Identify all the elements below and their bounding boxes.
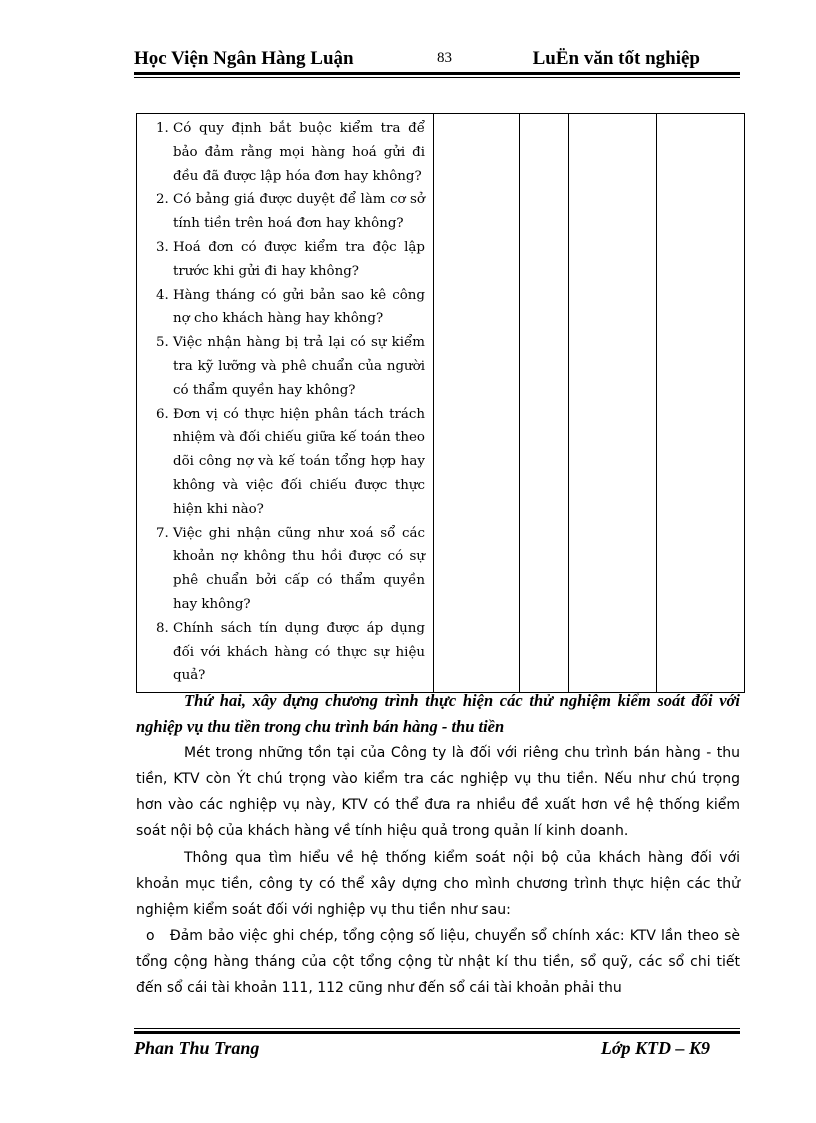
table-row bbox=[137, 114, 745, 693]
list-item: 6. Đơn vị có thực hiện phân tách trách nhiệm và đối chiếu giữa kế toán theo dõi công nợ và kế toán tổng hợp hay không và việc đối chiếu được thực hiện khi nào? bbox=[173, 403, 425, 522]
section-heading: Thứ hai, xây dựng chương trình thực hiện các thử nghiệm kiểm soát đối với nghiệp vụ thu tiền trong chu trình bán hàng - thu tiền bbox=[136, 691, 740, 736]
header-title: Học Viện Ngân Hàng Luận bbox=[134, 48, 354, 69]
list-item: 3. Hoá đơn có được kiểm tra độc lập trước khi gửi đi hay không? bbox=[173, 236, 425, 284]
footer-author: Phan Thu Trang bbox=[134, 1038, 260, 1058]
paragraph-1: Mét trong những tồn tại của Công ty là đối với riêng chu trình bán hàng - thu tiền, KTV còn Ýt chú trọng vào kiểm tra các nghiệp vụ thu tiền. Nếu như chú trọng hơn vào các nghiệp vụ này, KTV có thể đưa ra nhiều đề xuất hơn về hệ thống kiểm soát nội bộ của khách hàng về tính hiệu quả trong quản lí kinh doanh. bbox=[136, 745, 740, 839]
bullet-text: Đảm bảo việc ghi chép, tổng cộng số liệu, chuyển sổ chính xác: KTV lần theo sè tổng cộng hàng tháng của cột tổng cộng từ nhật kí thu tiền, sổ quỹ, các sổ chi tiết đến sổ cái tài khoản 111, 112 cũng như đến sổ cái tài khoản phải thu bbox=[136, 928, 740, 996]
page-number: 83 bbox=[437, 50, 452, 66]
header-subtitle: LuËn văn tốt nghiệp bbox=[532, 48, 700, 69]
page-header bbox=[134, 48, 740, 74]
checklist-table bbox=[136, 113, 745, 693]
question-list bbox=[137, 114, 433, 692]
list-item: 1. Có quy định bắt buộc kiểm tra để bảo đảm rằng mọi hàng hoá gửi đi đều đã được lập hóa đơn hay không? bbox=[173, 117, 425, 188]
answer-cell-4 bbox=[657, 114, 745, 693]
paragraph-2: Thông qua tìm hiểu về hệ thống kiểm soát nội bộ của khách hàng đối với khoản mục tiền, công ty có thể xây dựng cho mình chương trình thực hiện các thử nghiệm kiểm soát đối với nghiệp vụ thu tiền như sau: bbox=[136, 850, 740, 918]
answer-cell-3 bbox=[569, 114, 657, 693]
header-rule-thick bbox=[134, 72, 740, 75]
list-item: 4. Hàng tháng có gửi bản sao kê công nợ cho khách hàng hay không? bbox=[173, 284, 425, 332]
bullet-paragraph bbox=[136, 923, 740, 1001]
list-item: 7. Việc ghi nhận cũng như xoá sổ các khoản nợ không thu hồi được có sự phê chuẩn bởi cấp có thẩm quyền hay không? bbox=[173, 522, 425, 617]
footer-class: Lớp KTD – K9 bbox=[600, 1038, 710, 1058]
bullet-marker: o bbox=[146, 928, 155, 944]
footer-rule-thin bbox=[134, 1028, 740, 1029]
answer-cell-2 bbox=[520, 114, 569, 693]
answer-cell-1 bbox=[434, 114, 520, 693]
list-item: 8. Chính sách tín dụng được áp dụng đối với khách hàng có thực sự hiệu quả? bbox=[173, 617, 425, 688]
list-item: 5. Việc nhận hàng bị trả lại có sự kiểm tra kỹ lưỡng và phê chuẩn của người có thẩm quyền hay không? bbox=[173, 331, 425, 402]
header-rule-thin bbox=[134, 77, 740, 78]
footer-rule-thick bbox=[134, 1031, 740, 1034]
question-cell bbox=[137, 114, 434, 693]
list-item: 2. Có bảng giá được duyệt để làm cơ sở tính tiền trên hoá đơn hay không? bbox=[173, 188, 425, 236]
